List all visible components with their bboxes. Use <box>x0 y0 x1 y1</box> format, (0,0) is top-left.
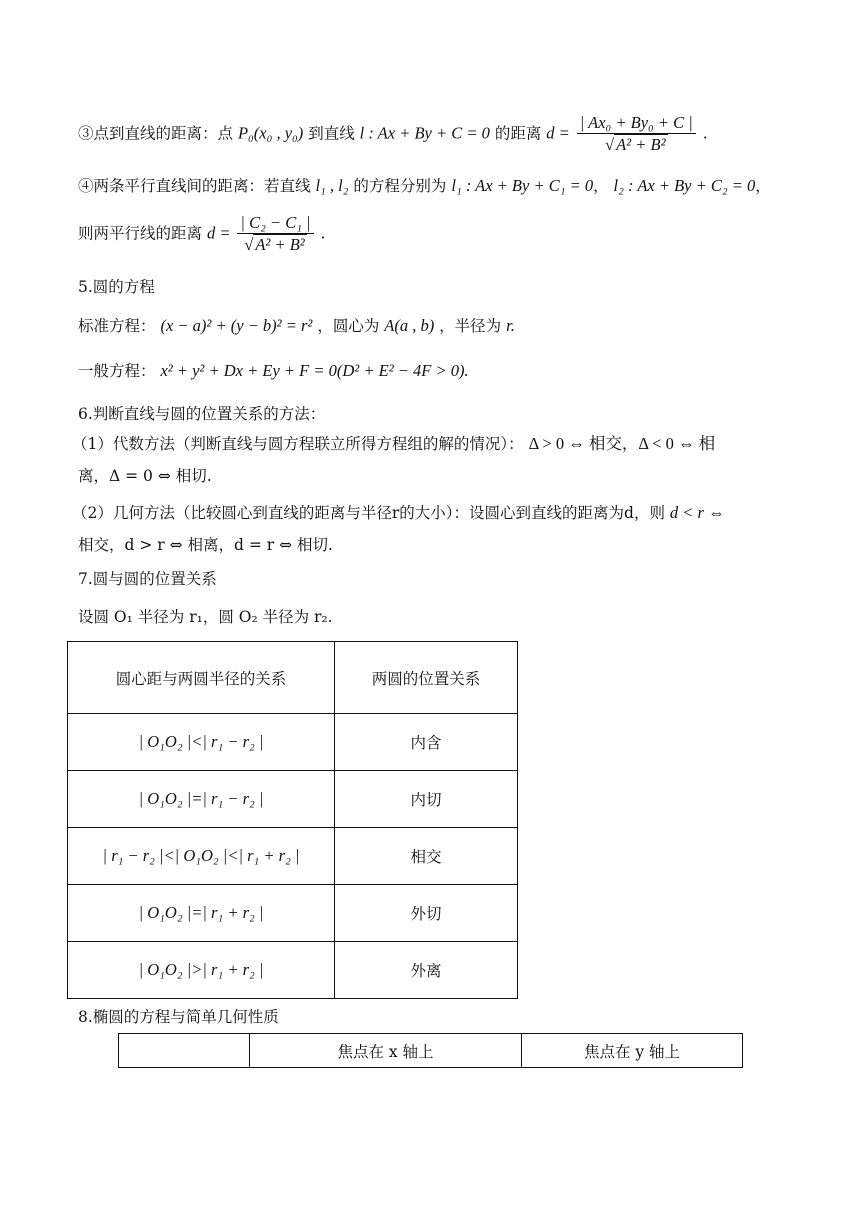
line-equation: l : Ax + By + C = 0 <box>359 123 490 143</box>
relation-cell: | O₁O₂ |<| r₁ − r₂ | <box>68 714 335 771</box>
distance-fraction <box>577 114 696 155</box>
circle-circle-heading: 7.圆与圆的位置关系 <box>78 570 217 588</box>
geometric-method-cont: 相交，d > r ⇔ 相离，d = r ⇔ 相切. <box>78 536 333 554</box>
d-equals: d = <box>546 123 570 143</box>
sqrt-radicand: A² + B² <box>616 135 666 154</box>
center-point: A(a , b) <box>384 316 435 335</box>
relation-cell: | O₁O₂ |>| r₁ + r₂ | <box>68 942 335 999</box>
ellipse-table <box>118 1033 743 1068</box>
radius-text: ，半径为 <box>439 317 502 335</box>
comma: ， <box>593 177 609 195</box>
ellipse-header-cell <box>119 1034 250 1068</box>
relation-cell: | O₁O₂ |=| r₁ + r₂ | <box>68 885 335 942</box>
d-equals-2: d = <box>206 223 231 243</box>
radius-value: r. <box>506 316 515 335</box>
ellipse-header-row <box>119 1034 743 1068</box>
parallel-prefix: ④两条平行直线间的距离：若直线 <box>78 177 311 195</box>
sqrt-radicand-2: A² + B² <box>255 235 305 254</box>
line-eq-1: l₁ : Ax + By + C₁ = 0 <box>451 176 594 195</box>
algebraic-method <box>72 434 715 454</box>
table-row <box>68 942 518 999</box>
parallel-lines-line2 <box>78 214 325 255</box>
standard-label: 标准方程： <box>78 317 156 335</box>
distance-label: 的距离 <box>494 124 542 143</box>
point-p0: P₀(x₀ , y₀) <box>237 123 304 143</box>
parallel-lines-line1 <box>78 176 771 196</box>
table-header-row <box>68 642 518 714</box>
table-header-cell: 圆心距与两圆半径的关系 <box>68 642 335 714</box>
position-cell: 内切 <box>335 771 518 828</box>
geometric-text: （2）几何方法（比较圆心到直线的距离与半径r的大小）：设圆心到直线的距离为d，则 <box>72 504 665 522</box>
fraction-denominator: √ A² + B² <box>605 135 666 154</box>
parallel-denominator: √ A² + B² <box>244 235 305 254</box>
point-line-distance <box>78 114 708 155</box>
period-2: . <box>320 224 326 243</box>
relation-cell: | r₁ − r₂ |<| O₁O₂ |<| r₁ + r₂ | <box>68 828 335 885</box>
circle-circle-setup: 设圆 O₁ 半径为 r₁，圆 O₂ 半径为 r₂. <box>78 608 333 626</box>
table-row <box>68 771 518 828</box>
parallel-numerator: | C₂ − C₁ | <box>237 214 313 234</box>
line-eq-2: l₂ : Ax + By + C₂ = 0 <box>613 176 756 195</box>
line-circle-heading: 6.判断直线与圆的位置关系的方法： <box>78 405 326 423</box>
center-text: ，圆心为 <box>317 317 380 335</box>
geometric-method <box>72 503 725 523</box>
lines-l1-l2: l₁ , l₂ <box>315 176 349 195</box>
parallel-fraction <box>237 214 313 255</box>
table-row <box>68 714 518 771</box>
algebraic-method-cont: 离，Δ = 0 ⇔ 相切. <box>78 467 212 485</box>
table-row <box>68 885 518 942</box>
ellipse-heading: 8.椭圆的方程与简单几何性质 <box>78 1008 279 1026</box>
to-line-text: 到直线 <box>308 124 355 143</box>
position-cell: 内含 <box>335 714 518 771</box>
circle-general <box>78 361 469 381</box>
circle-heading: 5.圆的方程 <box>78 278 155 296</box>
period: . <box>702 124 708 143</box>
position-cell: 相交 <box>335 828 518 885</box>
relation-cell: | O₁O₂ |=| r₁ − r₂ | <box>68 771 335 828</box>
circle-standard <box>78 316 515 336</box>
position-cell: 外离 <box>335 942 518 999</box>
standard-equation: (x − a)² + (y − b)² = r² <box>160 316 313 335</box>
parallel-line2-prefix: 则两平行线的距离 <box>78 224 203 243</box>
algebraic-conditions: Δ > 0 ⇔ 相交，Δ < 0 ⇔ 相 <box>528 434 716 453</box>
table-header-cell: 两圆的位置关系 <box>335 642 518 714</box>
table-row <box>68 828 518 885</box>
ellipse-header-cell: 焦点在 x 轴上 <box>250 1034 522 1068</box>
position-cell: 外切 <box>335 885 518 942</box>
fraction-numerator: | Ax₀ + By₀ + C | <box>577 114 696 134</box>
general-equation: x² + y² + Dx + Ey + F = 0(D² + E² − 4F > 0). <box>160 361 469 380</box>
parallel-mid: 的方程分别为 <box>353 177 447 195</box>
general-label: 一般方程： <box>78 362 156 380</box>
geometric-condition: d < r ⇔ <box>669 503 725 522</box>
algebraic-text: （1）代数方法（判断直线与圆方程联立所得方程组的解的情况）： <box>72 435 524 453</box>
point-line-prefix: ③点到直线的距离：点 <box>78 124 234 143</box>
circle-relation-table <box>67 641 518 999</box>
comma-end: ， <box>755 177 771 195</box>
ellipse-header-cell: 焦点在 y 轴上 <box>522 1034 743 1068</box>
